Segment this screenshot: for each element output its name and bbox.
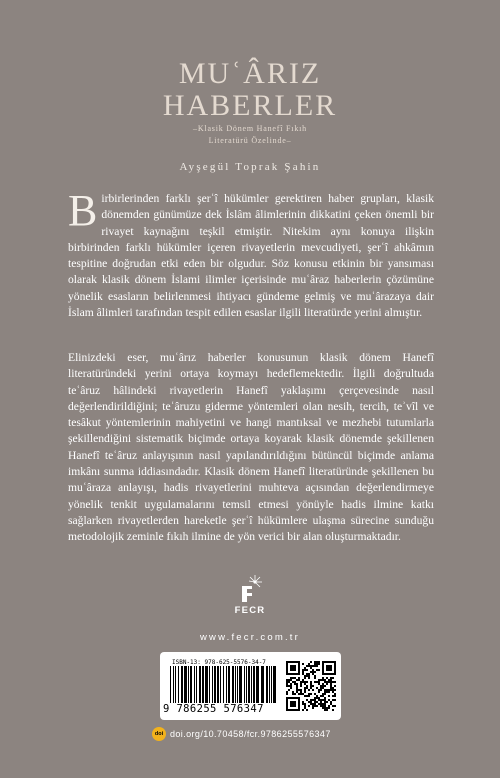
book-subtitle-line1: –Klasik Dönem Hanefî Fıkıh [193, 124, 307, 133]
title-block [0, 58, 500, 146]
book-title-line1: MUʿÂRIZ [178, 57, 322, 90]
book-subtitle-line2: Literatürü Özelinde– [208, 136, 292, 145]
publisher-logo [0, 574, 500, 616]
isbn-barcode [166, 666, 280, 703]
blurb-paragraph-1 [68, 186, 434, 321]
fecr-logo-icon [235, 574, 265, 604]
doi-link[interactable]: doi.org/10.70458/fcr.9786255576347 [170, 729, 331, 739]
qr-code [286, 656, 336, 716]
isbn-label: ISBN-13: 978-625-5576-34-7 [172, 659, 266, 666]
publisher-name: FECR [234, 605, 266, 616]
doi-icon: doi [152, 727, 166, 741]
blurb-paragraph-2: Elinizdeki eser, muʿârız haberler konusunun klasik dönem Hanefî literatüründeki yerini ortaya koymayı hedeflemektedir. İlgili doğrultuda teʿâruz hâlindeki rivayetlerin Hanefî yaklaşımı çerçevesinde nasıl değerlendirildiğini; teʿâruzu giderme yöntemleri olan nesih, tercih, teʾvîl ve tesâkut yöntemlerinin mahiyetini ve hangi mantıksal ve mezhebi tutumlarla şekillendiğini sistematik biçimde ortaya koyarak klasik dönemde şekillenen Hanefî teʿâruz anlayışının nasıl yapılandırıldığını bütüncül biçimde anlama imkânı sunma iddiasındadır. Klasik dönem Hanefî literatüründe şekillenen bu muʿâraza anlayışı, hadis rivayetlerini muhteva açısından değerlendirmeye yönelik tenkit uygulamalarını temsil etmesi yönüyle hadis ilmine katkı sağlarken rivayetlerden hareketle şerʿî hükümlere ulaşma sürecine sunduğu metodolojik zeminle fıkıh ilmine de yön verici bir alan oluşturmaktadır. [68, 351, 434, 544]
publisher-website: www.fecr.com.tr [199, 632, 301, 643]
book-title-line2: HABERLER [162, 89, 338, 122]
doi-row [152, 727, 331, 741]
barcode-panel [160, 652, 341, 720]
isbn-digits: 9 786255 576347 [163, 703, 264, 715]
author-name: Ayşegül Toprak Şahin [179, 161, 321, 173]
blurb-paragraph-1-text: irbirlerinden farklı şerʿî hükümler gerektiren haber grupları, klasik dönemden günümüze dek İslâm âlimlerinin dikkatini çeken önemli bir rivayet kaynağını teşkil etmiştir. Nitekim aynı konuya ilişkin birbirinden farklı hükümler içeren rivayetlerin mevcudiyeti, şerʿî ahkâmın tespitine doğrudan etki eden bir olgudur. Söz konusu etkinin bir yansıması olarak klasik dönem İslami ilimler içerisinde muʿâraz haberlerin çözümüne yönelik esasların belirlenmesi ihtiyacı gündeme gelmiş ve muʿârazaya dair İslam âlimleri tarafından tespit edilen esaslar ilgili literatürde yerini almıştır. [68, 192, 434, 320]
drop-cap: B [68, 186, 98, 235]
